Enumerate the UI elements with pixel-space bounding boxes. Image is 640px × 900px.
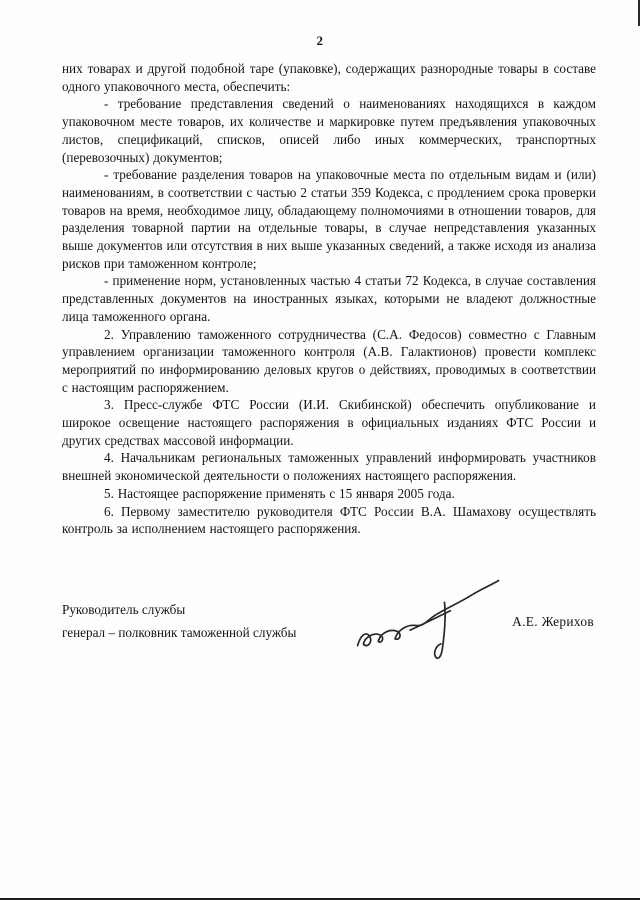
- document-body: [62, 60, 596, 538]
- body-paragraph: них товарах и другой подобной таре (упаковке), содержащих разнородные товары в составе одного упаковочного места, обеспечить:: [62, 61, 596, 94]
- body-paragraph: 4. Начальникам региональных таможенных управлений информировать участников внешней экономической деятельности о положениях настоящего распоряжения.: [62, 450, 596, 484]
- body-paragraph: - требование представления сведений о наименованиях находящихся в каждом упаковочном месте товаров, их количестве и маркировке путем предъявления упаковочных листов, спецификаций, списков, описей либо иных коммерческих, транспортных (перевозочных) документов;: [62, 96, 596, 165]
- signer-name: А.Е. Жерихов: [512, 614, 594, 629]
- body-paragraph: 3. Пресс-службе ФТС России (И.И. Скибинской) обеспечить опубликование и широкое освещение настоящего распоряжения в официальных изданиях ФТС России и других средствах массовой информации.: [62, 397, 596, 448]
- body-paragraph: 6. Первому заместителю руководителя ФТС России В.А. Шамахову осуществлять контроль за исполнением настоящего распоряжения.: [62, 503, 596, 537]
- body-paragraph: 5. Настоящее распоряжение применять с 15 января 2005 года.: [104, 485, 455, 501]
- signer-position: [62, 598, 296, 644]
- signer-position-line1: Руководитель службы: [62, 602, 186, 617]
- body-paragraph: - применение норм, установленных частью 4 статьи 72 Кодекса, в случае составления представленных документов на иностранных языках, которыми не владеют должностные лица таможенного органа.: [62, 273, 596, 324]
- body-paragraph: - требование разделения товаров на упаковочные места по отдельным видам и (или) наименованиям, в соответствии с частью 2 статьи 359 Кодекса, с продлением срока проверки товаров на время, необходимое лицу, обладающему полномочиями в отношении товаров, для разделения товарной партии на отдельные товары, в случае непредставления указанных выше документов или отсутствия в них выше указанных сведений, а также исходя из анализа рисков при таможенном контроле;: [62, 167, 596, 271]
- signature-block: [62, 598, 596, 678]
- handwritten-signature-icon: [346, 576, 514, 678]
- page-number: 2: [316, 33, 324, 48]
- body-paragraph: 2. Управлению таможенного сотрудничества (С.А. Федосов) совместно с Главным управлением организации таможенного контроля (А.В. Галактионов) провести комплекс мероприятий по информированию деловых кругов о действиях, проводимых в соответствии с настоящим распоряжением.: [62, 326, 596, 395]
- signer-position-line2: генерал – полковник таможенной службы: [62, 625, 297, 640]
